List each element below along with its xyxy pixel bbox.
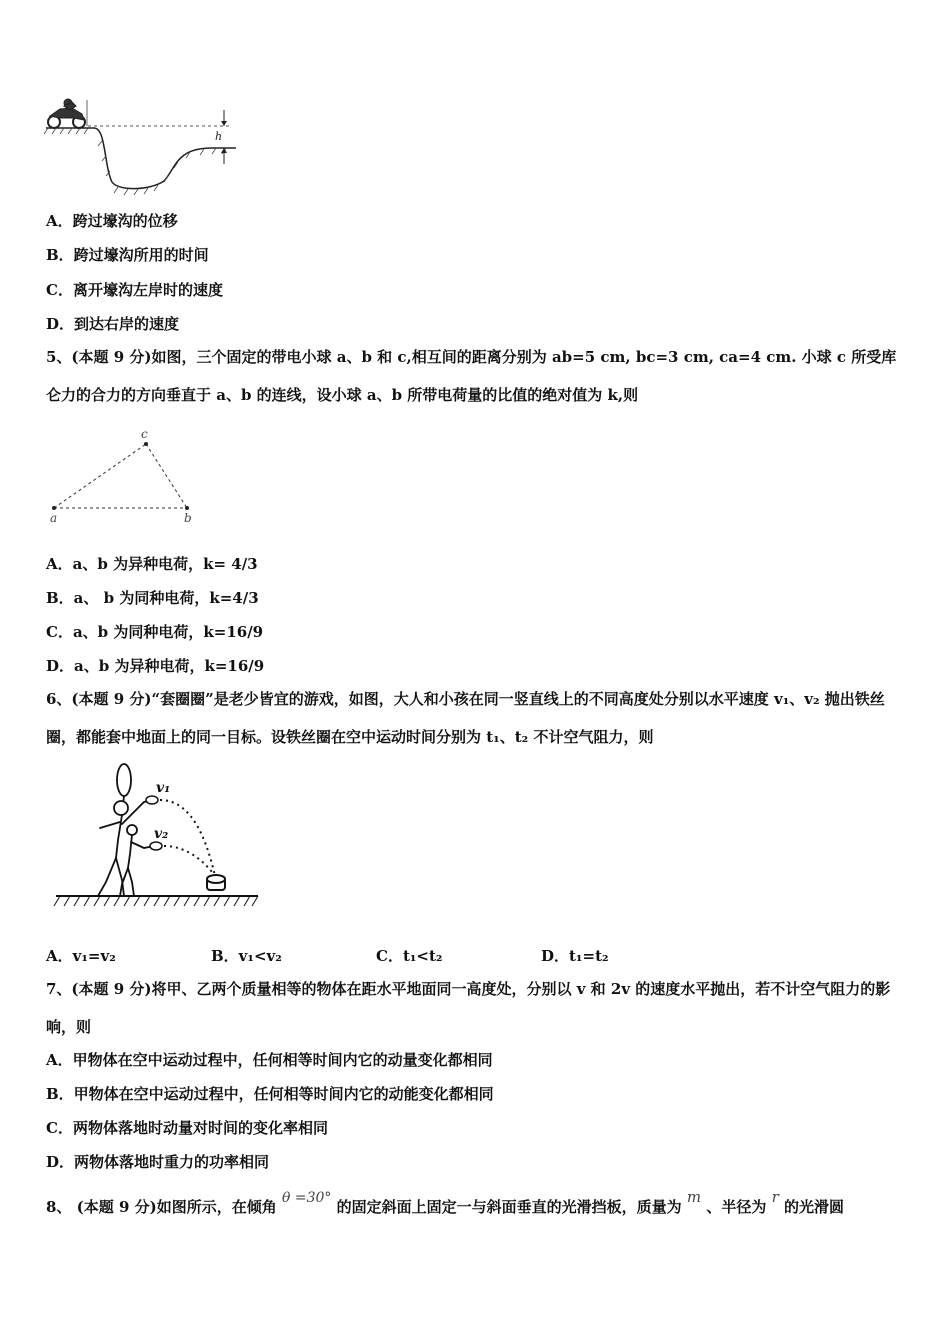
q6-stem: 6、(本题 9 分)“套圈圈”是老少皆宜的游戏，如图，大人和小孩在同一竖直线上的不同高度处分别以水平速度 v₁、v₂ 抛出铁丝圈，都能套中地面上的同一目标。设铁丝圈在空中运动时间分别为 t₁、t₂ 不计空气阻力，则 — [46, 690, 885, 746]
q8-mid1: 的固定斜面上固定一与斜面垂直的光滑挡板，质量为 — [336, 1198, 682, 1216]
ditch-profile — [46, 128, 236, 189]
point-a-label: a — [50, 511, 58, 525]
q5-stem: 5、(本题 9 分)如图，三个固定的带电小球 a、b 和 c,相互间的距离分别为 ab=5 cm, bc=3 cm, ca=4 cm. 小球 c 所受库仑力的合力的方向垂直于 a、b 的连线，设小球 a、b 所带电荷量的比值的绝对值为 k,则 — [46, 348, 897, 404]
q6-option-d: D．t₁=t₂ — [541, 947, 609, 965]
q8-mid2: 、半径为 — [706, 1198, 767, 1216]
q6-option-c: C．t₁<t₂ — [376, 947, 443, 965]
q6-option-b: B．v₁<v₂ — [211, 947, 282, 965]
q7-option-a: A．甲物体在空中运动过程中，任何相等时间内它的动量变化都相同 — [46, 1051, 493, 1069]
q4-option-d: D．到达右岸的速度 — [46, 315, 180, 333]
velocity-v2-label: v₂ — [154, 826, 169, 842]
q7-option-c: C．两物体落地时动量对时间的变化率相同 — [46, 1119, 328, 1137]
q8-mass: m — [686, 1188, 702, 1206]
q7-option-d: D．两物体落地时重力的功率相同 — [46, 1153, 270, 1171]
q5-option-a: A．a、b 为异种电荷，k= 4/3 — [46, 555, 258, 573]
q8-radius: r — [771, 1188, 779, 1206]
q4-option-b: B．跨过壕沟所用的时间 — [46, 246, 209, 264]
triangle-figure — [44, 426, 204, 526]
ring-toss-figure — [52, 758, 267, 910]
point-b-label: b — [184, 511, 192, 525]
q5-option-d: D．a、b 为异种电荷，k=16/9 — [46, 657, 265, 675]
q6-option-a: A．v₁=v₂ — [46, 947, 116, 965]
q8-suffix: 的光滑圆 — [784, 1198, 845, 1216]
q8-prefix: 8、 (本题 9 分)如图所示，在倾角 — [46, 1198, 277, 1216]
q4-option-a: A．跨过壕沟的位移 — [46, 212, 178, 230]
q7-stem: 7、(本题 9 分)将甲、乙两个质量相等的物体在距水平地面同一高度处，分别以 v 和 2v 的速度水平抛出，若不计空气阻力的影响，则 — [46, 980, 891, 1036]
q8-theta: θ =30° — [281, 1190, 332, 1206]
q4-option-c: C．离开壕沟左岸时的速度 — [46, 281, 223, 299]
q8-stem — [46, 1188, 844, 1227]
q5-option-c: C．a、b 为同种电荷，k=16/9 — [46, 623, 264, 641]
q6-options — [46, 945, 706, 966]
q7-option-b: B．甲物体在空中运动过程中，任何相等时间内它的动能变化都相同 — [46, 1085, 494, 1103]
ditch-figure — [44, 96, 244, 200]
q5-option-b: B．a、 b 为同种电荷，k=4/3 — [46, 589, 259, 607]
motorcycle-icon — [48, 99, 85, 128]
velocity-v1-label: v₁ — [156, 780, 171, 796]
height-label: h — [215, 130, 223, 143]
point-c-label: c — [141, 427, 148, 441]
